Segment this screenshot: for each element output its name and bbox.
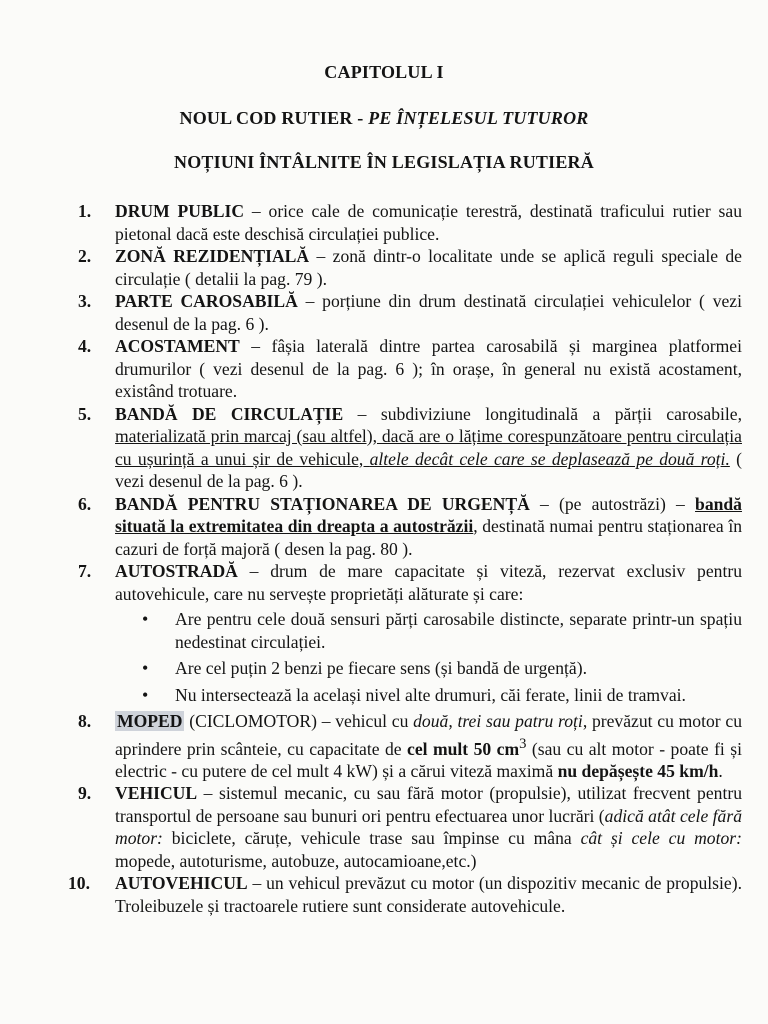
title-italic: PE ÎNȚELESUL TUTUROR [368,108,589,128]
term-banda-stationare-urgenta: BANDĂ PENTRU STAȚIONAREA DE URGENȚĂ [115,493,530,514]
definition-item-6 [78,493,742,561]
superscript: 3 [519,735,527,752]
definition-item-1 [78,200,742,245]
item-number: 8. [78,711,92,731]
bold-text: cel mult 50 cm [407,738,520,759]
bullet-item: • Are cel puțin 2 benzi pe fiecare sens (și bandă de urgență). [115,657,742,680]
section-subtitle: NOȚIUNI ÎNTÂLNITE ÎN LEGISLAȚIA RUTIERĂ [174,152,594,172]
definition-item-7 [78,560,742,706]
definition-text: – vehicul cu [316,711,414,731]
item-number: 7. [78,561,92,581]
item-number: 3. [78,291,92,311]
item-number: 1. [78,201,92,221]
term-moped-highlighted: MOPED [117,711,183,731]
item-number: 6. [78,493,92,514]
item-number: 2. [78,246,92,266]
title-main: NOUL COD RUTIER - [179,108,369,128]
bold-text: nu depășește 45 km/h [557,760,719,781]
item-number: 5. [78,403,92,424]
definition-item-4 [78,335,742,403]
definition-item-8 [78,710,742,782]
definition-text: – (pe autostrăzi) – [529,493,696,514]
definition-text: – drum de mare capacitate și viteză, rezervat exclusiv pentru autovehicule, care nu servește proprietăți alăturate și care: [115,561,742,604]
definition-item-3 [78,290,742,335]
definition-item-2 [78,245,742,290]
definition-paren: (CICLOMOTOR) [184,711,317,731]
item-number: 10. [68,873,90,894]
term-banda-de-circulatie: BANDĂ DE CIRCULAȚIE [115,403,344,424]
term-autostrada: AUTOSTRADĂ [115,561,238,581]
definition-text: (sau cu alt motor - poate fi și electric - cu putere de cel mult 4 kW) și a cărui viteză maximă [115,738,742,781]
definition-item-10 [68,872,742,917]
definition-text: – orice cale de comunicație terestră, destinată traficului rutier sau pietonal dacă este deschisă circulației publice. [115,201,742,244]
definitions-list [68,200,743,917]
term-drum-public: DRUM PUBLIC [115,201,245,221]
underlined-italic-text: altele decât cele care se deplasează pe două roți. [369,448,730,469]
document-title [0,108,768,129]
term-parte-carosabila: PARTE CAROSABILĂ [115,291,298,311]
italic-text: cât și cele cu motor: [580,828,742,849]
italic-text: adică atât cele fără motor: [115,805,742,849]
definition-text: – subdiviziune longitudinală a părții carosabile, [343,403,742,424]
definition-text: – un vehicul prevăzut cu motor (un dispozitiv mecanic de propulsie). Troleibuzele și tractoarele rutiere sunt considerate autovehicule. [115,873,742,916]
item-number: 9. [78,783,92,804]
bullet-item: • Are pentru cele două sensuri părți carosabile distincte, separate printr-un spațiu nedestinat circulației. [115,608,742,653]
definition-text: – sistemul mecanic, cu sau fără motor (propulsie), utilizat frecvent pentru transportul de persoane sau bunuri ori pentru efectuarea unor lucrări ( [115,783,742,826]
chapter-heading: CAPITOLUL I [324,62,444,82]
definition-text: , prevăzut cu motor cu aprindere prin scânteie, cu capacitate de [115,711,742,759]
definition-text: mopede, autoturisme, autobuze, autocamioane,etc.) [115,850,477,871]
definition-item-5 [78,403,742,493]
term-autovehicul: AUTOVEHICUL [115,873,248,894]
underlined-text: materializată prin marcaj (sau altfel), dacă are o lățime corespunzătoare pentru circulația cu ușurință a unui șir de vehicule, [115,426,742,469]
term-vehicul: VEHICUL [115,783,198,804]
bold-underlined-text: bandă situată la extremitatea din dreapta a autostrăzii [115,493,742,536]
definition-text: – porțiune din drum destinată circulației vehiculelor ( vezi desenul de la pag. 6 ). [115,291,742,334]
definition-text: . [718,760,723,781]
autostrada-bullet-list [115,608,742,706]
term-zona-rezidentiala: ZONĂ REZIDENȚIALĂ [115,246,310,266]
definition-text: ( vezi desenul de la pag. 6 ). [115,448,742,491]
item-number: 4. [78,336,92,356]
definition-text: biciclete, căruțe, vehicule trase sau împinse cu mâna [162,828,581,849]
definition-text: – zonă dintr-o localitate unde se aplică reguli speciale de circulație ( detalii la pag. 79 ). [115,246,742,289]
term-acostament: ACOSTAMENT [115,336,240,356]
definition-item-9 [78,782,742,872]
definition-text: – fâșia laterală dintre partea carosabilă și marginea platformei drumurilor ( vezi desenul de la pag. 6 ); în orașe, în general nu există acostament, existând trotuare. [115,336,742,401]
definition-text: , destinată numai pentru staționarea în cazuri de forță majoră ( desen la pag. 80 ). [115,516,743,559]
italic-text: două, trei sau patru roți [413,711,583,731]
bullet-item: • Nu intersectează la același nivel alte drumuri, căi ferate, linii de tramvai. [115,684,742,707]
